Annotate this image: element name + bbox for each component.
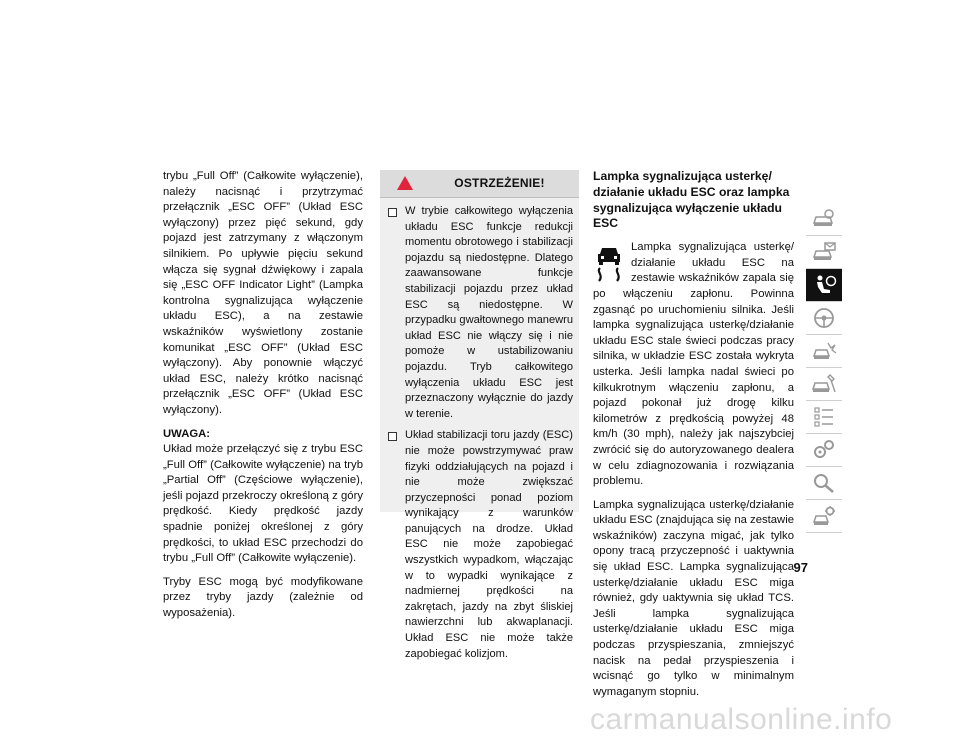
tab-getting-to-know-vehicle[interactable]: [806, 203, 842, 236]
tab-in-case-of-emergency[interactable]: [806, 335, 842, 368]
car-settings-icon: [811, 504, 837, 528]
car-dashboard-icon: [811, 207, 837, 231]
warning-item: [388, 428, 573, 662]
tab-starting-operating[interactable]: [806, 302, 842, 335]
checklist-icon: [811, 405, 837, 429]
warning-item-text: Układ stabilizacji toru jazdy (ESC) nie może powstrzymywać praw fizyki oddziałujących na pojazd i nie może zwiększać przyczepności ponad poziom wynikający z warunków panujących na drodze. Układ ESC nie może zapobiegać wszystkich wypadkom, włączając w to wypadki wynikające z nadmiernej prędkości na zakrętach, jazdy na zbyt śliskiej nawierzchni lub akwaplanacji. Układ ESC nie może także zapobiegać kolizjom.: [405, 429, 573, 660]
warning-title: OSTRZEŻENIE!: [454, 176, 545, 190]
warning-item-text: W trybie całkowitego wyłączenia układu ESC funkcje redukcji momentu obrotowego i stabilizacji pojazdu są niedostępne. Dlatego zaawansowane funkcje stabilizacji pojazdu przez układ ESC są niedostępne. W przypadku gwałtownego manewru układ ESC nie włączy się i nie pomoże w ustabilizowaniu pojazdu. Tryb całkowitego wyłączenia układu ESC jest przeznaczony wyłącznie do jazdy w terenie.: [405, 205, 573, 420]
warning-item: [388, 204, 573, 422]
steering-wheel-icon: [811, 306, 837, 330]
tab-servicing-maintenance[interactable]: [806, 368, 842, 401]
airbag-seat-icon: [811, 273, 837, 297]
car-tools-icon: [811, 372, 837, 396]
paragraph-full-off: trybu „Full Off” (Całkowite wyłączenie), należy nacisnąć i przytrzymać przełącznik „ESC OFF” (Układ ESC wyłączony) przez pięć sekund, gdy pojazd jest zatrzymany z włączonym silnikiem. Po upływie pięciu sekund włącza się sygnał dźwiękowy i zapala się „ESC OFF Indicator Light” (Lampka kontrolna sygnalizująca wyłączenie układu ESC), a na zestawie wskaźników wyświetlony zostanie komunikat „ESC OFF” (Układ ESC wyłączony). Aby ponownie włączyć układ ESC, należy krótko nacisnąć przełącznik „ESC OFF” (Układ ESC wyłączony).: [163, 170, 363, 416]
warning-box: [380, 170, 579, 660]
paragraph-lamp-indicator: [593, 240, 794, 490]
paragraph-lamp-text: Lampka sygnalizująca usterkę/ działanie układu ESC na zestawie wskaźników zapala się po włączeniu zapłonu. Powinna zgasnąć po uruchomieniu silnika. Jeśli lampka sygnalizująca usterkę/działanie układu ESC stale świeci podczas pracy silnika, w układzie ESC została wykryta usterka. Jeśli lampka nadal świeci po kilkukrotnym włączeniu zapłonu, a pojazd pokonał już drogę kilku kilometrów z prędkością powyżej 48 km/h (30 mph), należy jak najszybciej zwrócić się do autoryzowanego dealera w celu zdiagnozowania i rozwiązania problemu.: [593, 241, 794, 488]
page-number: 97: [793, 560, 808, 575]
checkbox-bullet-icon: [388, 208, 397, 217]
paragraph-lamp-flashing: Lampka sygnalizująca usterkę/działanie układu ESC (znajdująca się na zestawie wskaźników) zaczyna migać, jak tylko opony tracą przyczepność i uaktywnia się układ ESC. Lampka sygnalizująca usterkę/działanie układu ESC miga również, gdy uaktywnia się układ TCS. Jeśli lampka sygnalizująca usterkę/działanie układu ESC miga podczas przyspieszania, zmniejszyć nacisk na pedał przyspieszenia i wcisnąć go tylko w minimalnym wymaganym stopniu.: [593, 498, 794, 698]
paragraph-drive-modes: Tryby ESC mogą być modyfikowane przez tryby jazdy (zależnie od wyposażenia).: [163, 575, 363, 620]
esc-skid-car-icon: [591, 244, 627, 284]
warning-triangle-icon: [396, 175, 414, 191]
tab-instrument-panel[interactable]: [806, 236, 842, 269]
chapter-tab-strip: [806, 203, 842, 533]
tab-customer-assistance[interactable]: [806, 467, 842, 500]
note-text: Układ może przełączyć się z trybu ESC „Full Off” (Całkowite wyłączenie) na tryb „Partial Off” (Częściowe wyłączenie), jeśli pojazd przekroczy określoną z góry prędkość. Kiedy prędkość jazdy spadnie poniżej określonej z góry prędkości, to układ ESC przechodzi do trybu „Full Off” (Całkowite wyłączenie).: [163, 443, 363, 565]
warning-header: [380, 170, 579, 198]
car-crash-icon: [811, 339, 837, 363]
tab-index[interactable]: [806, 500, 842, 533]
gears-icon: [811, 438, 837, 462]
text-column-right: [593, 169, 794, 708]
section-title: Lampka sygnalizująca usterkę/ działanie układu ESC oraz lampka sygnalizująca wyłączenie układu ESC: [593, 169, 790, 231]
tab-multimedia[interactable]: [806, 434, 842, 467]
watermark: carmanualsonline.info: [590, 703, 893, 736]
car-mail-icon: [811, 240, 837, 264]
note-label: UWAGA:: [163, 427, 211, 440]
magnifier-icon: [811, 471, 837, 495]
tab-safety[interactable]: [806, 269, 842, 302]
tab-technical-specifications[interactable]: [806, 401, 842, 434]
text-column-left: [163, 169, 363, 630]
checkbox-bullet-icon: [388, 432, 397, 441]
